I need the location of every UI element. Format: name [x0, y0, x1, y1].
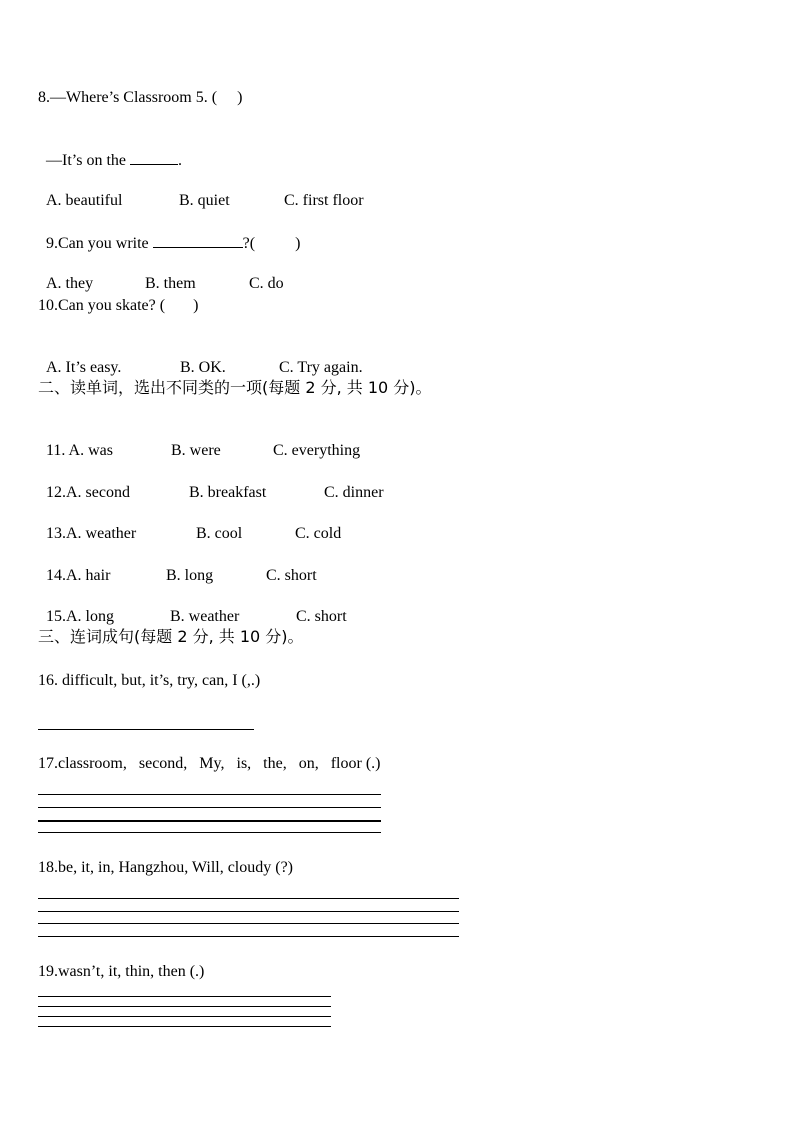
q14-row	[38, 546, 317, 586]
q8-line2-suffix: .	[178, 152, 182, 169]
answer-line[interactable]	[38, 923, 459, 924]
q10-options	[38, 338, 363, 378]
q8-line2	[38, 130, 182, 171]
q9-stem-prefix: 9.Can you write	[46, 235, 153, 252]
answer-line[interactable]	[38, 898, 459, 899]
q9-option-a[interactable]: A. they	[46, 275, 94, 292]
q12-option-a[interactable]: 12.A. second	[46, 484, 130, 501]
q12-option-c[interactable]: C. dinner	[324, 484, 384, 501]
q18-prompt: 18.be, it, in, Hangzhou, Will, cloudy (?)	[38, 859, 294, 876]
answer-line[interactable]	[38, 1006, 331, 1007]
q10-option-a[interactable]: A. It’s easy.	[46, 359, 122, 376]
answer-line[interactable]	[38, 996, 331, 997]
answer-line[interactable]	[38, 807, 381, 808]
q13-option-a[interactable]: 13.A. weather	[46, 525, 137, 542]
q15-option-c[interactable]: C. short	[296, 608, 347, 625]
answer-line[interactable]	[38, 794, 381, 795]
q19-prompt: 19.wasn’t, it, thin, then (.)	[38, 963, 205, 980]
q15-option-a[interactable]: 15.A. long	[46, 608, 114, 625]
q11-row	[38, 421, 360, 461]
section2-heading: 二、读单词，选出不同类的一项(每题 2 分, 共 10 分)。	[38, 378, 432, 397]
q14-option-b[interactable]: B. long	[166, 567, 214, 584]
q8-option-a[interactable]: A. beautiful	[46, 192, 123, 209]
q17-prompt: 17.classroom, second, My, is, the, on, floor (.)	[38, 755, 381, 772]
q12-row	[38, 463, 384, 503]
q9-option-c[interactable]: C. do	[249, 275, 284, 292]
section3-heading: 三、连词成句(每题 2 分, 共 10 分)。	[38, 627, 304, 646]
answer-line[interactable]	[38, 1016, 331, 1017]
q15-option-b[interactable]: B. weather	[170, 608, 240, 625]
q13-option-b[interactable]: B. cool	[196, 525, 243, 542]
q15-row	[38, 587, 347, 627]
q11-option-b[interactable]: B. were	[171, 442, 221, 459]
answer-line[interactable]	[38, 729, 254, 730]
q9-stem-suffix: ?( )	[242, 235, 301, 252]
q8-options	[38, 171, 364, 211]
q11-option-c[interactable]: C. everything	[273, 442, 361, 459]
answer-line[interactable]	[38, 911, 459, 912]
answer-line[interactable]	[38, 820, 381, 822]
q10-stem: 10.Can you skate? ( )	[38, 297, 199, 314]
q9-options	[38, 254, 284, 294]
q9-stem	[38, 213, 300, 254]
q10-option-b[interactable]: B. OK.	[180, 359, 226, 376]
q8-line2-prefix: —It’s on the	[46, 152, 130, 169]
q14-option-a[interactable]: 14.A. hair	[46, 567, 111, 584]
q12-option-b[interactable]: B. breakfast	[189, 484, 267, 501]
q13-option-c[interactable]: C. cold	[295, 525, 342, 542]
answer-line[interactable]	[38, 1026, 331, 1027]
q16-prompt: 16. difficult, but, it’s, try, can, I (,.)	[38, 672, 261, 689]
q8-option-c[interactable]: C. first floor	[284, 192, 364, 209]
answer-line[interactable]	[38, 832, 381, 833]
q9-blank[interactable]	[153, 233, 243, 248]
q8-blank[interactable]	[130, 150, 178, 165]
q14-option-c[interactable]: C. short	[266, 567, 317, 584]
q9-option-b[interactable]: B. them	[145, 275, 196, 292]
q11-option-a[interactable]: 11. A. was	[46, 442, 113, 459]
q13-row	[38, 504, 341, 544]
q8-stem: 8.—Where’s Classroom 5. ( )	[38, 89, 243, 106]
answer-line[interactable]	[38, 936, 459, 937]
q8-option-b[interactable]: B. quiet	[179, 192, 230, 209]
q10-option-c[interactable]: C. Try again.	[279, 359, 363, 376]
